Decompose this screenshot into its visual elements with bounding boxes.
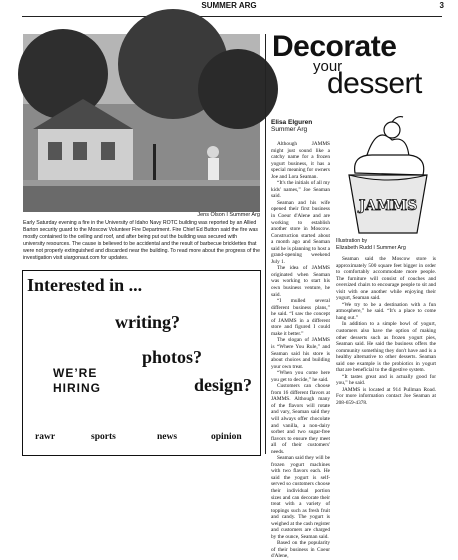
story-paragraph: Seaman said they will be frozen yogurt machines with two flavors each. He said the yogurt is self-served so customers choose their individual portion sizes and can decorate their treat with a variety of toppings such as fresh fruit and candy. The yogurt is weighed at the cash register and customers are charged by the ounce, Seaman said. xyxy=(271,455,330,540)
story-paragraph: The slogan of JAMMS is “Where You Rule,” and Seaman said his store is about choices and building your own treat. xyxy=(271,337,330,370)
header-rule xyxy=(22,16,442,17)
story-paragraph: “I mulled several different business plans,” he said. “I saw the concept of JAMMS in a different store and figured I could make it better.” xyxy=(271,298,330,337)
illustration-credit-line1: Illustration by xyxy=(336,238,368,244)
ad-writing: writing? xyxy=(115,312,180,332)
story-paragraph: Customers can choose from 16 different flavors at JAMMS. Although many of the flavors will rotate and vary, Seaman said they will always offer chocolate and vanilla, a non-dairy sorbet and two sugar-free flavors to ensure they meet all of their customers' needs. xyxy=(271,383,330,455)
ad-section-sports: sports xyxy=(91,432,116,442)
byline xyxy=(271,119,312,133)
ad-section-opinion: opinion xyxy=(211,432,242,442)
illustration-credit-line2: Elizabeth Rudd I Summer Arg xyxy=(336,244,406,251)
story-paragraph: “We try to be a destination with a fun atmosphere,” he said. “It's a place to come hang out.” xyxy=(336,301,436,321)
story-paragraph: Based on the popularity of their business in Coeur d'Alene, xyxy=(271,540,330,560)
frozen-yogurt-illustration xyxy=(337,115,435,240)
story-paragraph: JAMMS is located at 914 Pullman Road. For more information contact Joe Seaman at 208-659-4378. xyxy=(336,386,436,407)
cup-label: JAMMS xyxy=(358,198,418,214)
story-paragraph: “It tastes great and is actually good for you,” he said. xyxy=(336,373,436,387)
story-paragraph: Although JAMMS might just sound like a catchy name for a frozen yogurt business, it has a special meaning for owners Joe and Lora Seaman. xyxy=(271,141,330,180)
story-paragraph: “It's the initials of all my kids' names,” Joe Seaman said. xyxy=(271,180,330,200)
story-paragraph: In addition to a simple bowl of yogurt, customers also have the option of making other desserts such as frozen yogurt pies, Seaman said. He said the business offers the community something they don't have and is a healthy alternative to other desserts. Seaman said one example is the probiotics in yogurt that are beneficial to the digestive system. xyxy=(336,321,436,374)
headline-your: your xyxy=(313,58,343,75)
photo-credit: Jens Olson I Summer Arg xyxy=(197,212,260,218)
ad-photos: photos? xyxy=(142,347,203,367)
ad-headline: Interested in ... xyxy=(27,275,143,295)
story-column-2 xyxy=(336,256,436,456)
headline-dessert: dessert xyxy=(327,67,422,100)
page-number: 3 xyxy=(439,1,444,10)
headline-decorate: Decorate xyxy=(272,30,397,63)
story-paragraph: Seaman and his wife opened their first business in Coeur d'Alene and are working to establish another store in Moscow. Construction started about a month ago and Seaman said he is planning to host a grand-opening weekend July 1. xyxy=(271,199,330,265)
story-paragraph: “When you come here you get to decide,” he said. xyxy=(271,370,330,383)
illustration-credit xyxy=(336,238,436,251)
column-divider xyxy=(265,34,266,454)
ad-section-news: news xyxy=(157,432,178,442)
photo-caption: Early Saturday evening a fire in the University of Idaho Navy ROTC building was reported by an Allied Barton security guard to the Moscow Volunteer Fire Department. Fire Chief Ed Button said the fire was mostly contained to the ceiling and roof, and after being put out the building was secured with university resources. The cause is believed to be accidental and the result of barbecue bricklettes that were not properly extinguished and discarded near the building. To read more about the progress of the investigation visit uiargonaut.com for updates. xyxy=(23,220,260,261)
news-photo xyxy=(23,34,260,212)
ad-hiring-line2: HIRING xyxy=(53,381,101,395)
hiring-ad xyxy=(22,270,261,456)
ad-hiring-text xyxy=(53,366,101,396)
ad-section-rawr: rawr xyxy=(35,432,56,442)
section-header: SUMMER ARG xyxy=(201,1,257,10)
story-column-1 xyxy=(271,141,330,560)
author-org: Summer Arg xyxy=(271,126,308,133)
ad-hiring-line1: WE’RE xyxy=(53,366,98,380)
ad-design: design? xyxy=(194,375,253,395)
story-paragraph: Seaman said the Moscow store is approximately 500 square feet bigger in order to comfortably accommodate more people. The furniture will consist of couches and oversized chairs to encourage people to sit and visit with one another while enjoying their yogurt, Seaman said. xyxy=(336,256,436,302)
story-paragraph: The idea of JAMMS originated when Seaman was working to start his own business venture, he said. xyxy=(271,265,330,298)
author-name: Elisa Elguren xyxy=(271,119,313,126)
